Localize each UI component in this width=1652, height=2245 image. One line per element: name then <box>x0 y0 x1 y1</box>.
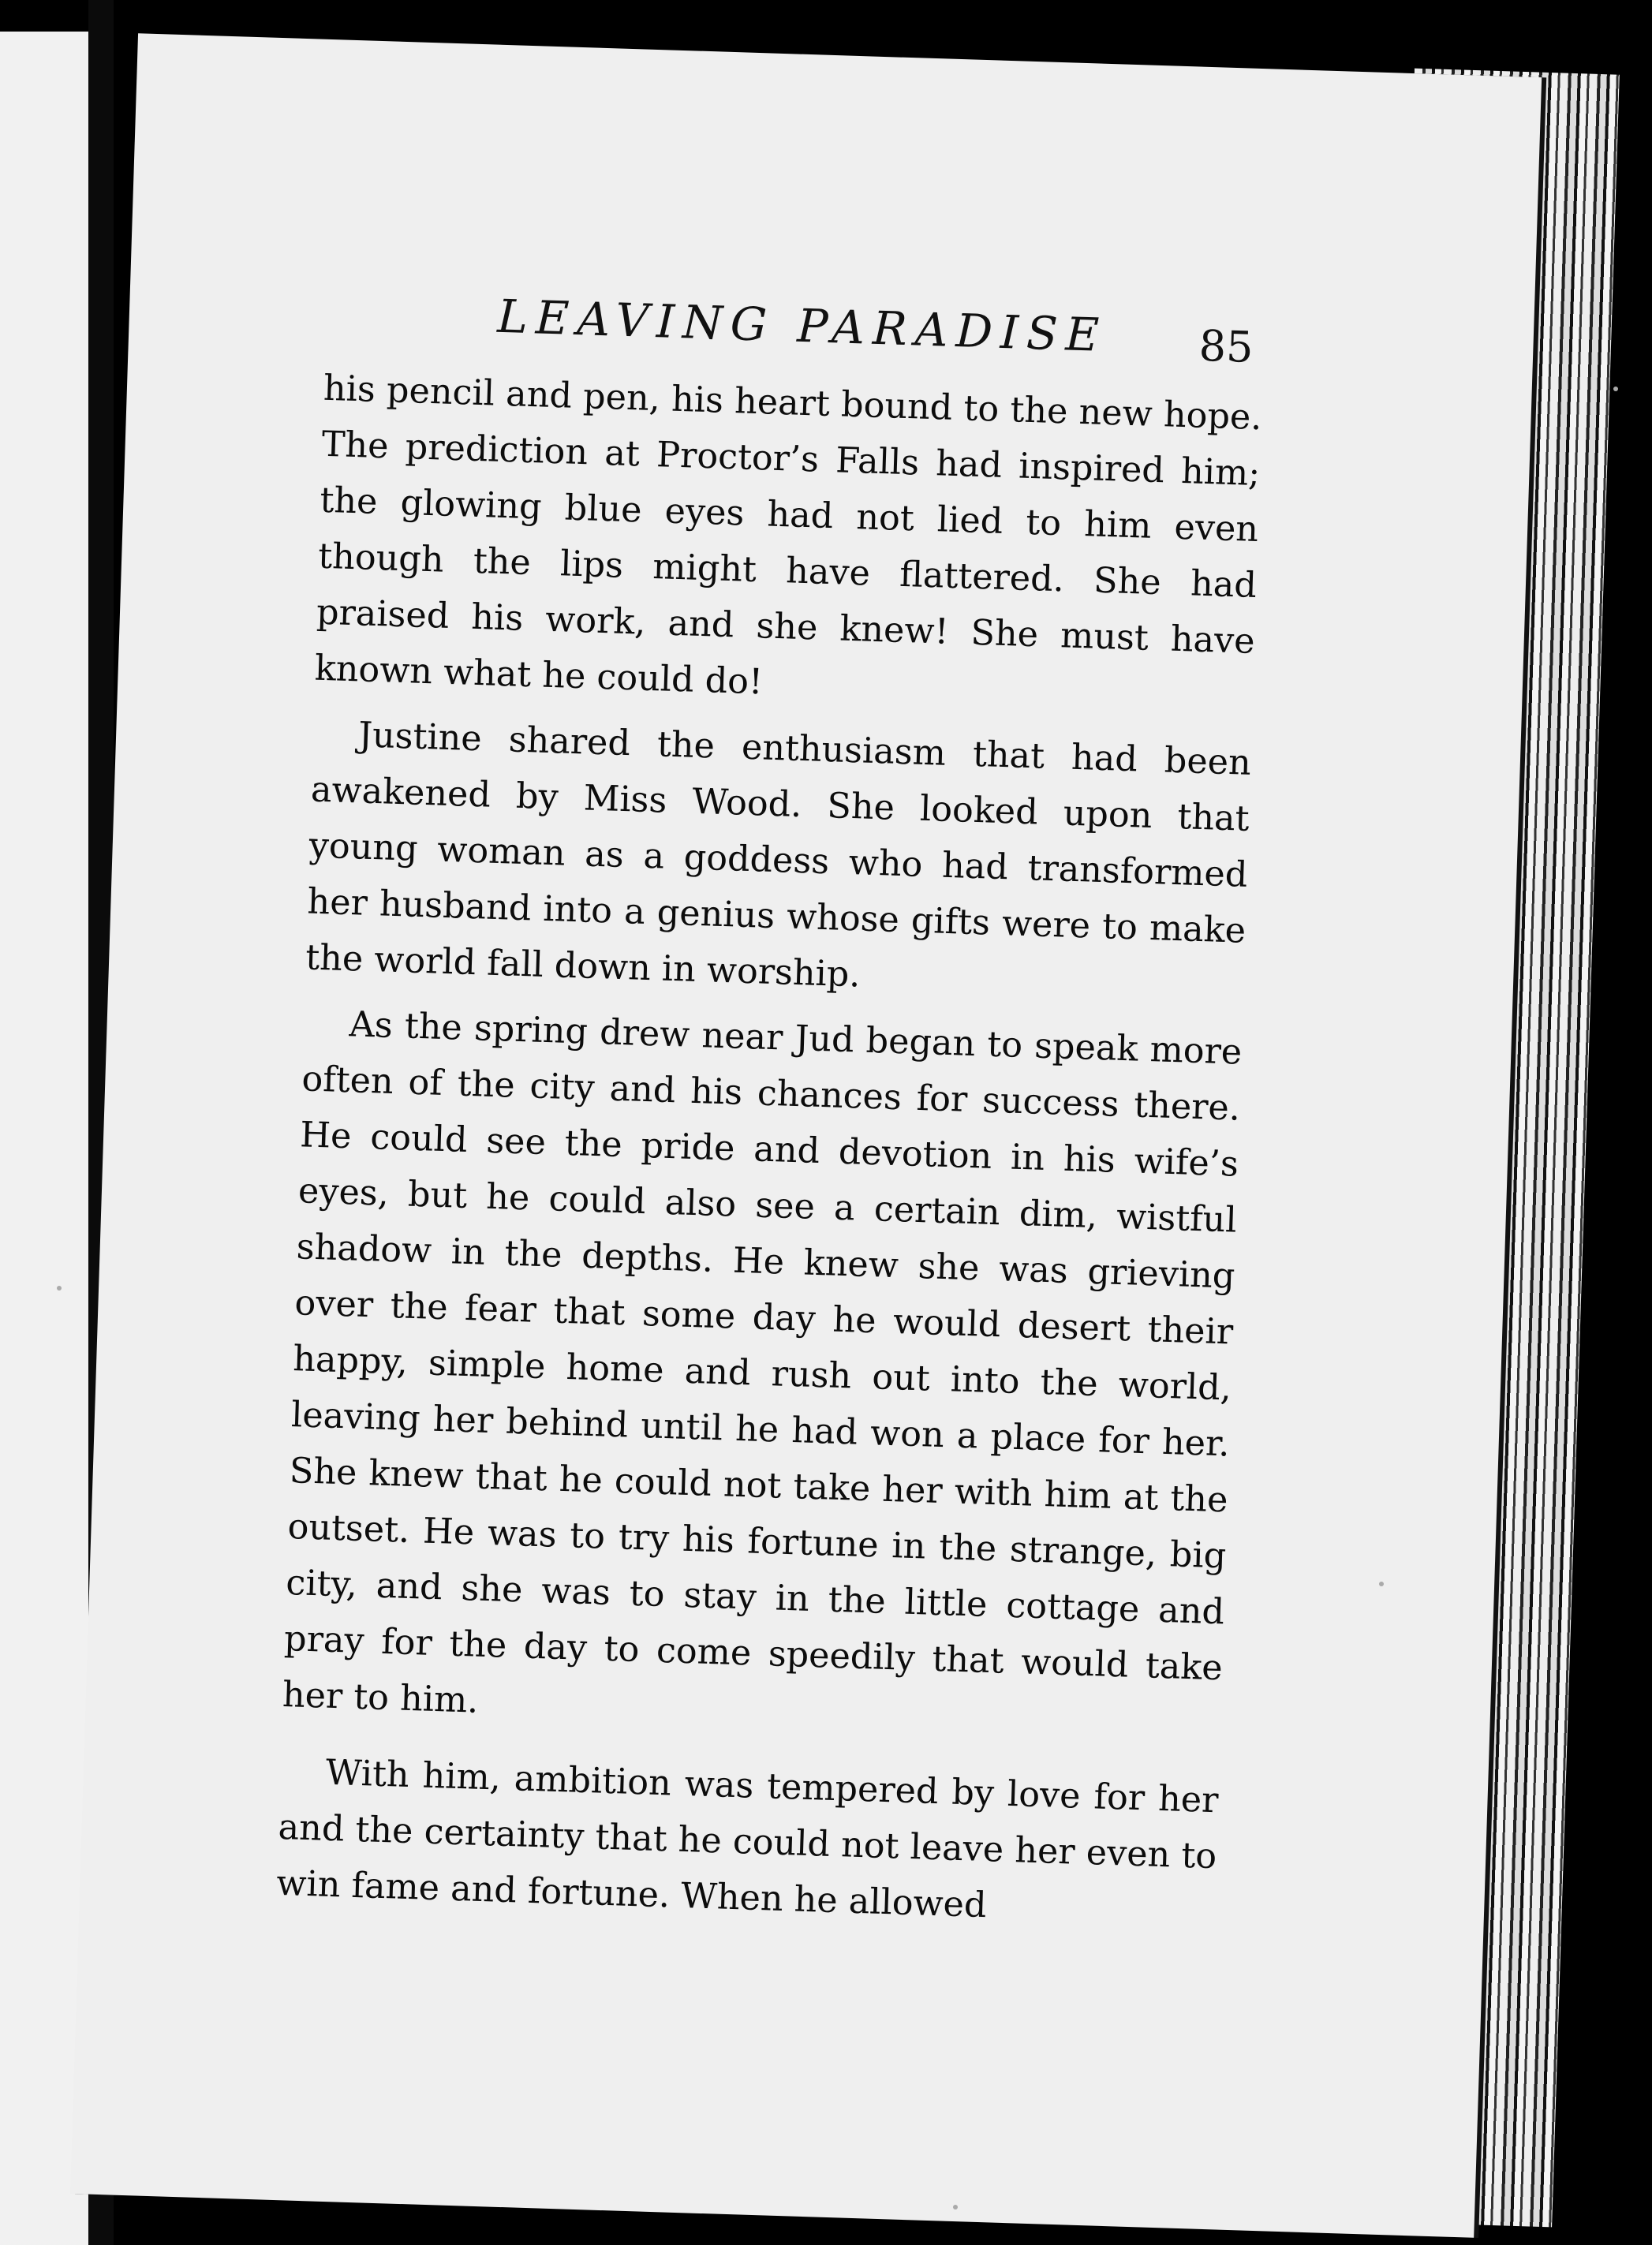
paragraph-2: Justine shared the enthusiasm that had been awakened by Miss Wood. She looked upon that young woman as a goddess who had transformed her husband into a genius whose gifts were to make the world fall down in worship. <box>305 715 1252 995</box>
paragraph-3: As the spring drew near Jud began to speak more often of the city and his chances for success there. He could see the pride and devotion in his wife’s eyes, but he could also see a certain dim, wistful shadow in the depths. He knew she was grieving over the fear that some day he would desert their happy, simple home and rush out into the world, leaving her behind until he had won a place for her. She knew that he could not take her with him at the outset. He was to try his fortune in the strange, big city, and she was to stay in the little cottage and pray for the day to come speedily that would take her to him. <box>282 1004 1243 1721</box>
left-page-edge <box>0 32 88 2245</box>
paragraph-1: his pencil and pen, his heart bound to the new hope. The prediction at Proctor’s Falls had inspired him; the glowing blue eyes had not lied to him even though the lips might have flattered. She had praised his work, and she knew! She must have known what he could do! <box>314 368 1263 703</box>
page-number: 85 <box>1198 320 1254 372</box>
scan-speck <box>1379 1582 1384 1586</box>
scan-speck <box>57 1286 62 1291</box>
paragraph-4: With him, ambition was tempered by love for her and the certainty that he could not leave her even to win fame and fortune. When he allowed <box>275 1752 1220 1926</box>
scan-speck <box>953 2205 958 2210</box>
running-head: LEAVING PARADISE <box>496 289 1108 363</box>
body-text <box>275 360 1262 1941</box>
scan-speck <box>1613 387 1618 391</box>
